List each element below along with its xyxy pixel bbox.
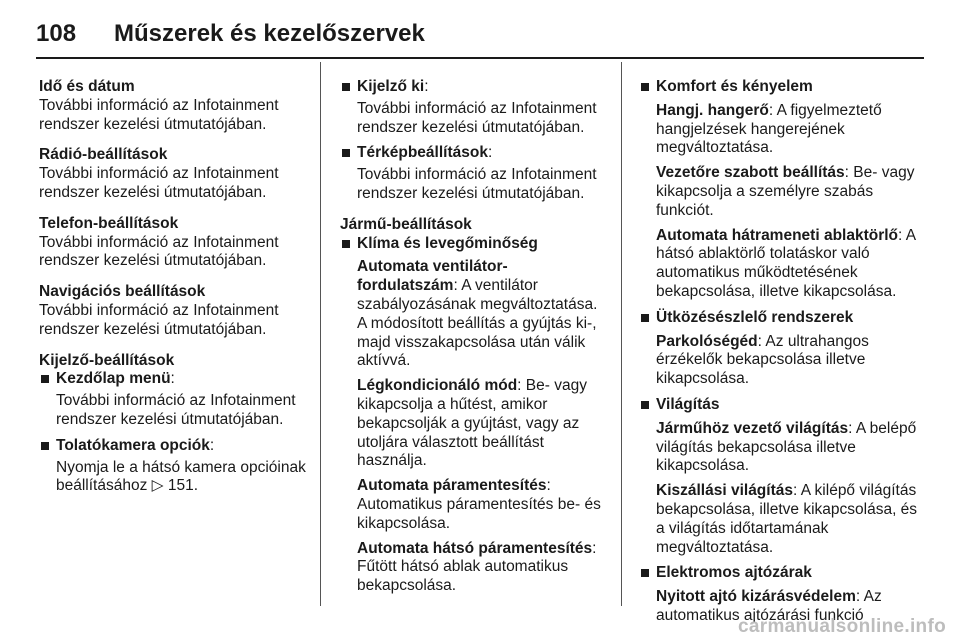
list-item-camera-options: Tolatókamera opciók: Nyomja le a hátsó kamera opcióinak beállításához ▷ 151. — [39, 437, 307, 496]
sub-item: Automata hátrameneti ablaktörlő: A hátsó ablaktörlő tolatáskor való automatikus működtetésének bekapcsolása, illetve kikapcsolása. — [656, 226, 916, 300]
list-item-display-off: Kijelző ki: További információ az Infotainment rendszer kezelési útmutatójában. — [340, 78, 608, 137]
sub-item: Parkolóségéd: Az ultrahangos érzékelők bekapcsolása illetve kikapcsolása. — [656, 332, 869, 388]
sub-item: Légkondicionáló mód: Be- vagy kikapcsolja a hűtést, amikor bekapcsolják a gyújtást, vagy az utoljára választott beállítást használja. — [357, 377, 587, 470]
sub-item: Nyitott ajtó kizárásvédelem: Az automatikus ajtózárási funkció — [656, 588, 882, 624]
section-text: További információ az Infotainment rendszer kezelési útmutatójában. — [39, 301, 279, 338]
section-text: További információ az Infotainment rendszer kezelési útmutatójában. — [39, 96, 279, 133]
column-divider-1 — [320, 62, 321, 606]
item-title: Kijelző ki — [357, 78, 425, 95]
sub-item: Kiszállási világítás: A kilépő világítás bekapcsolása, illetve kikapcsolása, és a világítás időtartamának megváltoztatása. — [656, 482, 918, 556]
sub-label: Járműhöz vezető világítás — [656, 419, 849, 437]
list-item-home-menu: Kezdőlap menü: További információ az Infotainment rendszer kezelési útmutatójában. — [39, 370, 307, 429]
list-item-comfort — [639, 78, 924, 302]
section-heading-display: Kijelző-beállítások — [39, 351, 175, 369]
sub-item: Hangj. hangerő: A figyelmeztető hangjelzések hangerejének megváltoztatása. — [656, 101, 882, 157]
item-title: Kezdőlap menü — [56, 370, 171, 388]
column-1 — [39, 78, 307, 503]
section-text: További információ az Infotainment rendszer kezelési útmutatójában. — [39, 233, 279, 270]
sub-text: A ventilátor szabályozásának megváltoztatása. A módosított beállítás a gyújtás ki-, majd visszakapcsolása után válik aktívvá. — [357, 277, 598, 370]
item-text-wrap — [56, 459, 307, 497]
sub-item: Automata hátsó páramentesítés: Fűtött hátsó ablak automatikus bekapcsolása. — [357, 539, 597, 595]
column-3 — [639, 78, 924, 633]
watermark: carmanualsonline.info — [738, 616, 946, 637]
section-phone — [39, 215, 307, 271]
sub-text: Be- vagy kikapcsolja a hűtést, amikor bekapcsolják a gyújtást, vagy az utoljára választott beállítást használja. — [357, 377, 587, 470]
section-navigation — [39, 283, 307, 339]
item-text: Nyomja le a hátsó kamera opcióinak beállításához — [56, 458, 306, 495]
list-item-collision — [639, 309, 924, 389]
sub-label: Nyitott ajtó kizárásvédelem — [656, 588, 856, 606]
item-title: Klíma és levegőminőség — [357, 234, 538, 252]
item-text: További információ az Infotainment rendszer kezelési útmutatójában. — [357, 99, 597, 136]
page-title: Műszerek és kezelőszervek — [114, 20, 425, 47]
sub-item: Járműhöz vezető világítás: A belépő világítás bekapcsolása illetve kikapcsolása. — [656, 419, 917, 475]
sub-item: Automata ventilátor-fordulatszám: A ventilátor szabályozásának megváltoztatása. A módosított beállítás a gyújtás ki-, majd visszakapcsolása után válik aktívvá. — [357, 258, 598, 370]
sub-text: Automatikus páramentesítés be- és kikapcsolása. — [357, 495, 601, 532]
item-title: Tolatókamera opciók — [56, 436, 210, 454]
sub-text: A belépő világítás bekapcsolása illetve kikapcsolása. — [656, 419, 917, 475]
page-number: 108 — [36, 20, 77, 47]
sub-label: Automata hátsó páramentesítés — [357, 539, 593, 557]
sub-label: Automata hátrameneti ablaktörlő — [656, 226, 899, 244]
sub-item: Automata páramentesítés: Automatikus páramentesítés be- és kikapcsolása. — [357, 477, 601, 532]
section-heading-vehicle: Jármű-beállítások — [340, 215, 472, 233]
sub-text: A figyelmeztető hangjelzések hangerejének megváltoztatása. — [656, 101, 882, 157]
item-text: További információ az Infotainment rendszer kezelési útmutatójában. — [357, 166, 597, 202]
sub-text: A kilépő világítás bekapcsolása, illetve kikapcsolása, és a világítás időtartamának megváltoztatása. — [656, 482, 918, 556]
item-title: Világítás — [656, 395, 720, 413]
section-heading: Navigációs beállítások — [39, 283, 206, 301]
sub-text: Az automatikus ajtózárási funkció — [656, 588, 882, 624]
sub-label: Automata ventilátor-fordulatszám — [357, 258, 508, 295]
header-rule — [36, 57, 924, 59]
arrow-ref-icon: ▷ — [151, 477, 164, 495]
item-title: Térképbeállítások — [357, 144, 488, 162]
sub-label: Hangj. hangerő — [656, 101, 769, 119]
sub-text: Fűtött hátsó ablak automatikus bekapcsolása. — [357, 558, 569, 595]
list-item-climate — [340, 235, 608, 596]
item-text: További információ az Infotainment rendszer kezelési útmutatójában. — [56, 392, 296, 428]
sub-text: Be- vagy kikapcsolja a személyre szabás funkciót. — [656, 164, 915, 219]
sub-label: Vezetőre szabott beállítás — [656, 164, 845, 182]
sub-label: Automata páramentesítés — [357, 477, 547, 495]
item-title: Komfort és kényelem — [656, 78, 813, 95]
item-title: Ütközésészlelő rendszerek — [656, 308, 854, 326]
section-text: További információ az Infotainment rendszer kezelési útmutatójában. — [39, 165, 279, 201]
section-radio — [39, 146, 307, 202]
sub-text: A hátsó ablaktörlő tolatáskor való automatikus működtetésének bekapcsolása, illetve kikapcsolása. — [656, 226, 916, 300]
item-title: Elektromos ajtózárak — [656, 564, 812, 582]
column-divider-2 — [621, 62, 622, 606]
sub-text: Az ultrahangos érzékelők bekapcsolása illetve kikapcsolása. — [656, 332, 869, 388]
page-reference[interactable]: 151. — [167, 477, 199, 495]
section-heading: Telefon-beállítások — [39, 214, 179, 232]
sub-label: Kiszállási világítás — [656, 482, 793, 500]
section-heading: Idő és dátum — [39, 78, 135, 95]
sub-label: Légkondicionáló mód — [357, 377, 518, 395]
sub-label: Parkolóségéd — [656, 332, 758, 350]
page-header — [36, 14, 425, 54]
sub-item: Vezetőre szabott beállítás: Be- vagy kikapcsolja a személyre szabás funkciót. — [656, 164, 915, 219]
column-2 — [340, 78, 608, 603]
section-heading: Rádió-beállítások — [39, 146, 168, 164]
list-item-map-settings: Térképbeállítások: További információ az Infotainment rendszer kezelési útmutatójában. — [340, 144, 608, 203]
section-time-date — [39, 78, 307, 134]
list-item-lighting — [639, 396, 924, 557]
